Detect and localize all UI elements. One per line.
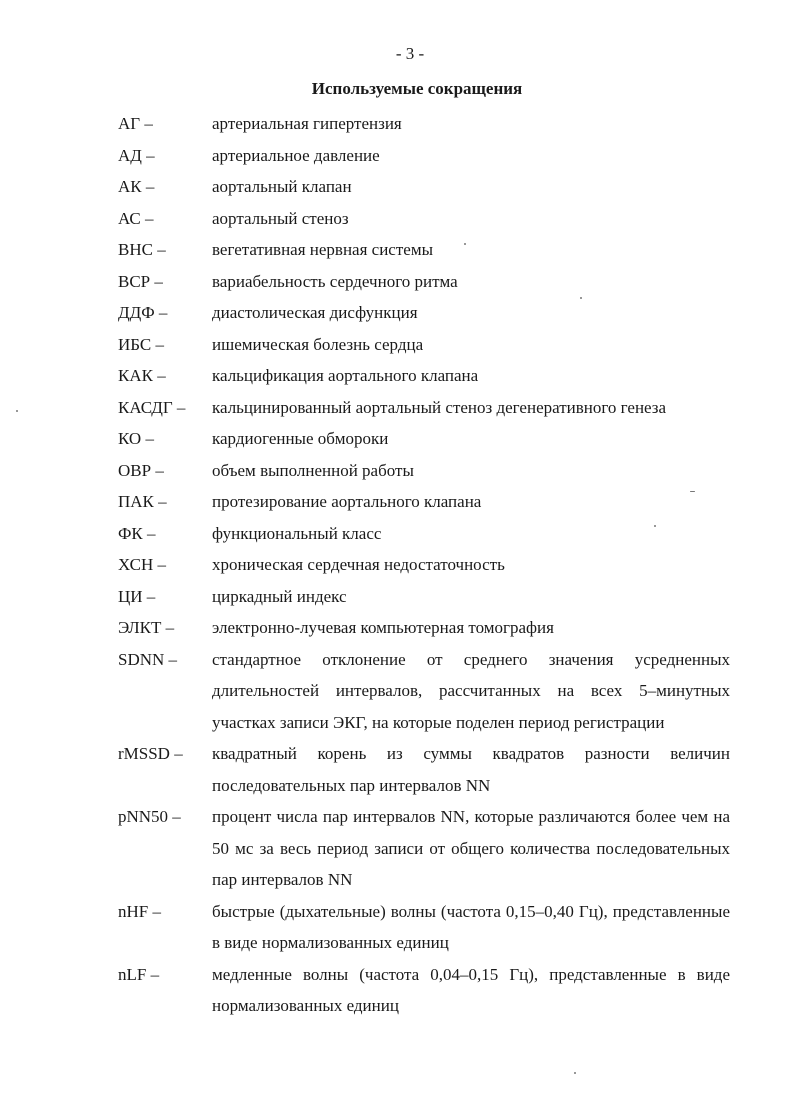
abbreviation-row (118, 486, 730, 518)
abbreviation-definition: хроническая сердечная недостаточность (212, 555, 505, 574)
abbreviation-term: АГ – (118, 114, 153, 133)
abbreviation-term: КО – (118, 429, 154, 448)
scan-speck (580, 297, 582, 299)
abbreviation-term: ЭЛКТ – (118, 618, 175, 637)
abbreviation-row (118, 140, 730, 172)
abbreviation-term: ВНС – (118, 240, 166, 259)
abbreviation-term: ЦИ – (118, 586, 156, 606)
abbreviation-definition: протезирование аортального клапана (212, 492, 482, 511)
abbreviation-term: pNN50 – (118, 807, 181, 826)
abbreviation-term: ОВР – (118, 460, 164, 480)
abbreviation-row (118, 171, 730, 203)
abbreviation-row (118, 234, 730, 266)
abbreviation-term: ПАК – (118, 492, 167, 511)
scan-speck (464, 243, 466, 245)
abbreviation-definition: медленные волны (частота 0,04–0,15 Гц), представленные в виде нормализованных единиц (212, 964, 730, 1015)
abbreviation-row (118, 392, 730, 424)
abbreviation-definition: кальцификация аортального клапана (212, 366, 479, 385)
abbreviation-row (118, 455, 730, 487)
abbreviation-definition: процент числа пар интервалов NN, которые различаются более чем на 50 мс за весь период записи от общего количества последовательных пар интервалов NN (212, 807, 730, 889)
abbreviation-row (118, 959, 730, 1022)
abbreviation-definition: объем выполненной работы (212, 460, 414, 480)
abbreviation-term: ХСН – (118, 555, 166, 574)
scan-speck (654, 525, 656, 527)
abbreviation-definition: артериальная гипертензия (212, 114, 402, 133)
abbreviation-row (118, 738, 730, 801)
abbreviation-definition: кардиогенные обмороки (212, 429, 389, 448)
abbreviation-definition: функциональный класс (212, 523, 382, 543)
abbreviation-term: АК – (118, 177, 155, 196)
abbreviation-term: КАК – (118, 366, 166, 385)
abbreviation-definition: электронно-лучевая компьютерная томография (212, 618, 554, 637)
abbreviation-row (118, 108, 730, 140)
abbreviation-definition: стандартное отклонение от среднего значения усредненных длительностей интервалов, рассчитанных на всех 5–минутных участках записи ЭКГ, на которые поделен период регистрации (212, 649, 730, 732)
abbreviation-definition: аортальный клапан (212, 177, 352, 196)
scan-speck (574, 1072, 576, 1074)
abbreviation-definition: циркадный индекс (212, 586, 347, 606)
abbreviation-row (118, 329, 730, 361)
abbreviation-term: ИБС – (118, 334, 165, 354)
scan-speck (690, 491, 695, 492)
page-number: - 3 - (395, 44, 425, 63)
abbreviation-definition: аортальный стеноз (212, 208, 349, 228)
abbreviation-row (118, 612, 730, 644)
abbreviation-definition: кальцинированный аортальный стеноз дегенеративного генеза (212, 397, 667, 417)
abbreviation-row (118, 203, 730, 235)
abbreviation-term: АС – (118, 208, 154, 228)
abbreviation-term: rMSSD – (118, 744, 183, 763)
abbreviation-term: ВСР – (118, 271, 163, 291)
abbreviation-term: ФК – (118, 523, 156, 543)
abbreviation-definition: артериальное давление (212, 145, 380, 165)
abbreviation-row (118, 896, 730, 959)
abbreviation-definition: квадратный корень из суммы квадратов разности величин последовательных пар интервалов NN (212, 744, 730, 795)
abbreviation-term: ДДФ – (118, 303, 168, 322)
abbreviation-definition: вегетативная нервная системы (212, 240, 433, 259)
abbreviation-row (118, 518, 730, 550)
abbreviation-definition: вариабельность сердечного ритма (212, 271, 458, 291)
abbreviation-row (118, 423, 730, 455)
abbreviation-term: КАСДГ – (118, 397, 186, 417)
page-title: Используемые сокращения (311, 79, 523, 98)
abbreviation-term: nHF – (118, 901, 161, 921)
abbreviation-row (118, 549, 730, 581)
abbreviation-definition: диастолическая дисфункция (212, 303, 418, 322)
abbreviation-term: SDNN – (118, 649, 178, 669)
abbreviation-row (118, 297, 730, 329)
abbreviation-term: АД – (118, 145, 155, 165)
abbreviation-definition: быстрые (дыхательные) волны (частота 0,15–0,40 Гц), представленные в виде нормализованных единиц (212, 901, 730, 952)
abbreviation-term: nLF – (118, 964, 160, 984)
scan-speck (16, 410, 18, 412)
abbreviation-definition: ишемическая болезнь сердца (212, 334, 424, 354)
abbreviation-row (118, 266, 730, 298)
abbreviation-row (118, 581, 730, 613)
abbreviation-list (118, 108, 730, 1022)
abbreviation-row (118, 644, 730, 739)
abbreviation-row (118, 360, 730, 392)
abbreviation-row (118, 801, 730, 896)
